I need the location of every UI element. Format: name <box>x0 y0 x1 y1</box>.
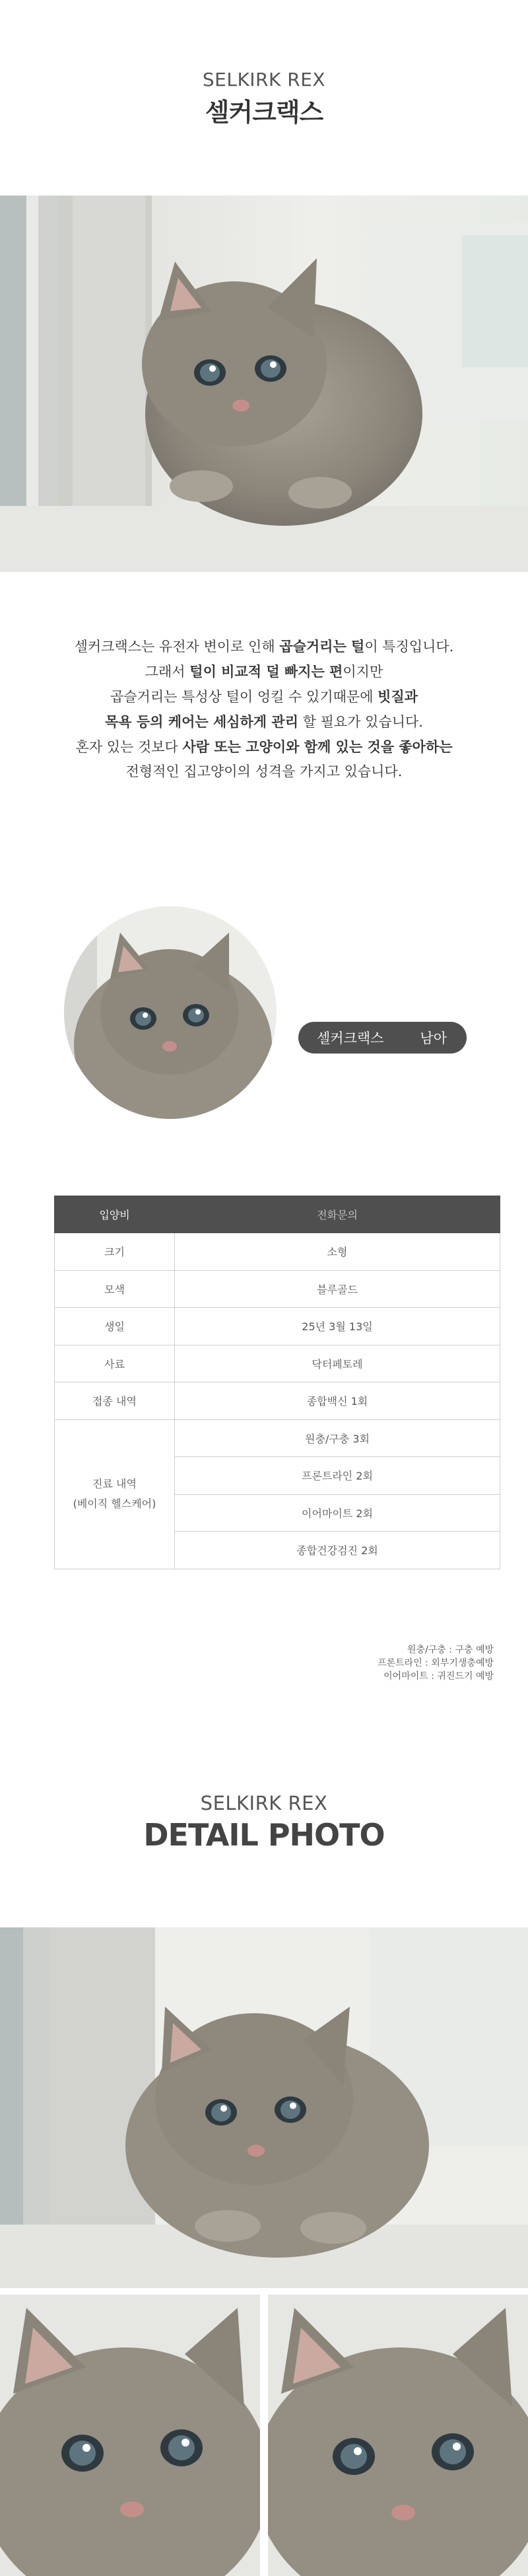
detail-kitten-photo-right <box>268 2295 528 2576</box>
medical-label-line1: 진료 내역 <box>92 1478 137 1490</box>
text: 셀커크랙스는 유전자 변이로 인해 <box>74 639 280 655</box>
row-value: 블루골드 <box>175 1270 500 1308</box>
emphasis: 빗질과 <box>378 688 418 705</box>
kitten-photo-icon <box>0 196 528 572</box>
medical-item: 종합건강검진 2회 <box>175 1532 500 1569</box>
footnote: 이어마이트 : 귀진드기 예방 <box>383 1671 494 1682</box>
medical-item: 이어마이트 2회 <box>175 1494 500 1532</box>
footnote: 원충/구충 : 구충 예방 <box>407 1645 494 1655</box>
medical-item: 원충/구충 3회 <box>175 1419 500 1457</box>
text: 곱슬거리는 특성상 털이 엉킬 수 있기때문에 <box>110 689 378 705</box>
row-value: 종합백신 1회 <box>175 1382 500 1420</box>
text: 그래서 <box>145 664 190 680</box>
kitten-photo-icon <box>0 2295 260 2576</box>
kitten-photo-icon <box>268 2295 528 2576</box>
detail-title <box>0 1792 528 1853</box>
row-label: 사료 <box>55 1345 175 1382</box>
detail-kitten-photo-left <box>0 2295 260 2576</box>
description-line <box>0 760 528 784</box>
footnote: 프론트라인 : 외부기생충예방 <box>378 1658 494 1668</box>
table-row <box>55 1233 500 1271</box>
description-line <box>0 684 528 709</box>
detail-title-english: SELKIRK REX <box>200 1792 328 1814</box>
table-header-row <box>55 1196 500 1233</box>
hero-title <box>0 69 528 128</box>
row-label: 모색 <box>55 1270 175 1308</box>
info-table <box>54 1196 500 1569</box>
text: 이 특징입니다. <box>364 639 454 655</box>
description-line <box>0 734 528 760</box>
breed-description <box>0 634 528 784</box>
kitten-photo-icon <box>64 906 277 1119</box>
title-english: SELKIRK REX <box>202 69 326 90</box>
breed-label: 셀커크랙스 <box>317 1030 384 1046</box>
kitten-photo-icon <box>0 1927 528 2288</box>
detail-kitten-photo-large <box>0 1927 528 2288</box>
row-value: 소형 <box>175 1233 500 1271</box>
row-label: 크기 <box>55 1233 175 1271</box>
sex-label: 남아 <box>420 1030 447 1046</box>
emphasis: 사람 또는 고양이와 함께 있는 것을 좋아하는 <box>182 738 453 755</box>
text: 할 필요가 있습니다. <box>298 714 423 730</box>
table-row <box>55 1419 500 1457</box>
table-row <box>55 1308 500 1345</box>
hero-kitten-photo <box>0 196 528 572</box>
description-line <box>0 659 528 684</box>
row-value: 닥터페토레 <box>175 1345 500 1382</box>
detail-title-big: DETAIL PHOTO <box>143 1817 385 1853</box>
table-row <box>55 1382 500 1420</box>
table-row <box>55 1345 500 1382</box>
medical-item: 프론트라인 2회 <box>175 1457 500 1495</box>
table-row <box>55 1270 500 1308</box>
title-korean: 셀커크랙스 <box>205 98 323 127</box>
row-value: 25년 3월 13일 <box>175 1308 500 1345</box>
row-label: 접종 내역 <box>55 1382 175 1420</box>
description-line <box>0 634 528 659</box>
emphasis: 곱슬거리는 털 <box>279 638 365 655</box>
name-badge <box>298 1022 467 1054</box>
profile-kitten-photo <box>64 906 277 1119</box>
header-adoption-fee: 입양비 <box>55 1196 175 1233</box>
header-phone-inquiry: 전화문의 <box>175 1196 500 1233</box>
emphasis: 목욕 등의 케어는 세심하게 관리 <box>105 713 298 730</box>
description-line <box>0 709 528 734</box>
text: 혼자 있는 것보다 <box>75 739 183 755</box>
footnotes <box>378 1643 494 1683</box>
medical-label-line2: (베이직 헬스케어) <box>73 1497 156 1510</box>
text: 이지만 <box>343 664 383 680</box>
row-label: 생일 <box>55 1308 175 1345</box>
medical-label <box>55 1419 175 1569</box>
emphasis: 털이 비교적 덜 빠지는 편 <box>189 663 343 680</box>
text: 전형적인 집고양이의 성격을 가지고 있습니다. <box>125 764 403 779</box>
